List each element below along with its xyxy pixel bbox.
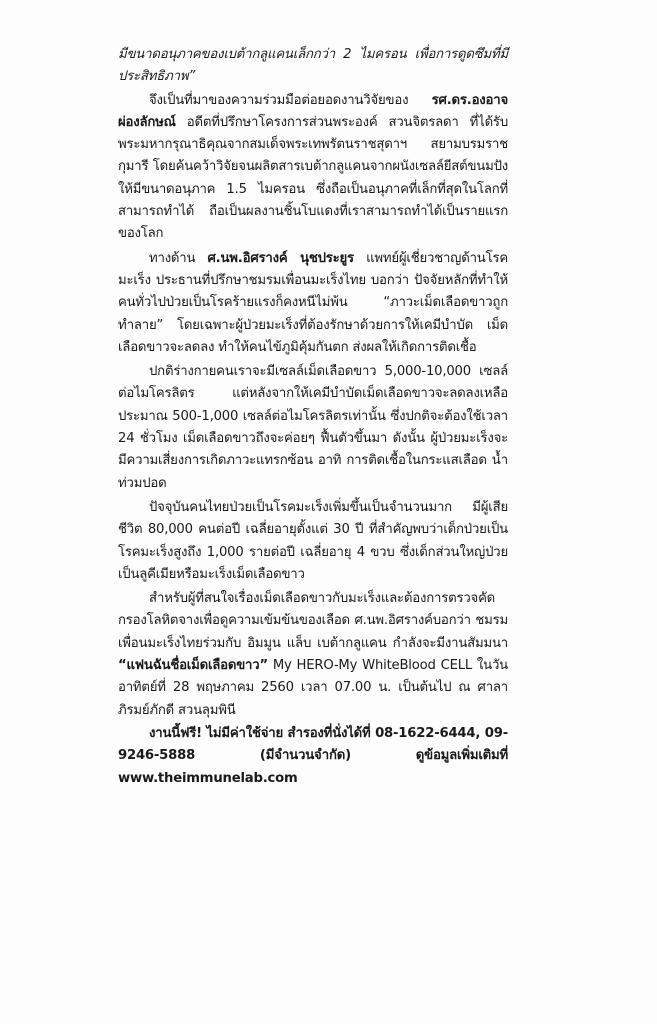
doctor-name: ศ.นพ.อิศรางค์ นุชประยูร	[207, 250, 354, 266]
paragraph-doctor-body: แพทย์ผู้เชี่ยวชาญด้านโรคมะเร็ง ประธานที่ปรึกษาชมรมเพื่อนมะเร็งไทย บอกว่า ปัจจัยหลักที่ทำให้คนทั่วไปป่วยเป็นโรคร้ายแรงก็คงหนีไม่พ้น “ภาวะเม็ดเลือดขาวถูกทำลาย” โดยเฉพาะผู้ป่วยมะเร็งที่ต้องรักษาด้วยการให้เคมีบำบัด เม็ดเลือดขาวจะลดลง ทำให้คนไข้ภูมิคุ้มกันตก ส่งผลให้เกิดการติดเชื้อ	[118, 250, 508, 355]
paragraph-seminar-lead: สำหรับผู้ที่สนใจเรื่องเม็ดเลือดขาวกับมะเร็งและต้องการตรวจคัดกรองโลหิตจางเพื่อดูความเข้มข้นของเลือด ศ.นพ.อิศรางค์บอกว่า ชมรมเพื่อนมะเร็งไทยร่วมกับ อิมมูน แล็บ เบต้ากลูแคน กำลังจะมีงานสัมมนา	[118, 591, 508, 651]
paragraph-doctor	[118, 248, 508, 359]
paragraph-research-lead: จึงเป็นที่มาของความร่วมมือต่อยอดงานวิจัยของ	[149, 92, 432, 108]
quote-continuation: มีขนาดอนุภาคของเบต้ากลูแคนเล็กกว่า 2 ไมครอน เพื่อการดูดซึมที่มีประสิทธิภาพ”	[118, 47, 508, 85]
paragraph-registration	[118, 723, 508, 790]
paragraph-seminar	[118, 588, 508, 722]
paragraph-research	[118, 90, 508, 246]
registration-info: งานนี้ฟรี! ไม่มีค่าใช้จ่าย สำรองที่นั่งได้ที่ 08-1622-6444, 09-9246-5888 (มีจำนวนจำกัด) ดูข้อมูลเพิ่มเติมที่	[118, 725, 508, 764]
seminar-title: “แฟนฉันชื่อเม็ดเลือดขาว”	[118, 658, 268, 674]
paragraph-white-blood-cells: ปกติร่างกายคนเราจะมีเซลล์เม็ดเลือดขาว 5,000-10,000 เซลล์ต่อไมโครลิตร แต่หลังจากให้เคมีบำบัดเม็ดเลือดขาวจะลดลงเหลือประมาณ 500-1,000 เซลล์ต่อไมโครลิตรเท่านั้น ซึ่งปกติจะต้องใช้เวลา 24 ชั่วโมง เม็ดเลือดขาวถึงจะค่อยๆ ฟื้นตัวขึ้นมา ดังนั้น ผู้ป่วยมะเร็งจะมีความเสี่ยงการเกิดภาวะแทรกซ้อน อาทิ การติดเชื้อในกระแสเลือด น้ำท่วมปอด	[118, 364, 508, 491]
article-body	[118, 44, 508, 791]
paragraph-seminar-body: My HERO-My WhiteBlood CELL ในวันอาทิตย์ที่ 28 พฤษภาคม 2560 เวลา 07.00 น. เป็นต้นไป ณ ศาลาภิรมย์ภักดี สวนลุมพินี	[118, 658, 508, 718]
website-link[interactable]: www.theimmunelab.com	[118, 770, 298, 786]
researcher-name: รศ.ดร.องอาจ ผ่องลักษณ์	[118, 92, 508, 130]
paragraph-doctor-lead: ทางด้าน	[149, 250, 208, 266]
paragraph-research-body: อดีตที่ปรึกษาโครงการส่วนพระองค์ สวนจิตรลดา ที่ได้รับพระมหากรุณาธิคุณจากสมเด็จพระเทพรัตนราชสุดาฯ สยามบรมราชกุมารี โดยค้นคว้าวิจัยจนผลิตสารเบต้ากลูแคนจากผนังเซลล์ยีสต์ขนมปังให้มีขนาดอนุภาค 1.5 ไมครอน ซึ่งถือเป็นอนุภาคที่เล็กที่สุดในโลกที่สามารถทำได้ ถือเป็นผลงานชิ้นโบแดงที่เราสามารถทำได้เป็นรายแรกของโลก	[118, 114, 508, 242]
paragraph-cancer-statistics: ปัจจุบันคนไทยป่วยเป็นโรคมะเร็งเพิ่มขึ้นเป็นจำนวนมาก มีผู้เสียชีวิต 80,000 คนต่อปี เฉลี่ยอายุตั้งแต่ 30 ปี ที่สำคัญพบว่าเด็กป่วยเป็นโรคมะเร็งสูงถึง 1,000 รายต่อปี เฉลี่ยอายุ 4 ขวบ ซึ่งเด็กส่วนใหญ่ป่วยเป็นลูคีเมียหรือมะเร็งเม็ดเลือดขาว	[118, 499, 508, 582]
